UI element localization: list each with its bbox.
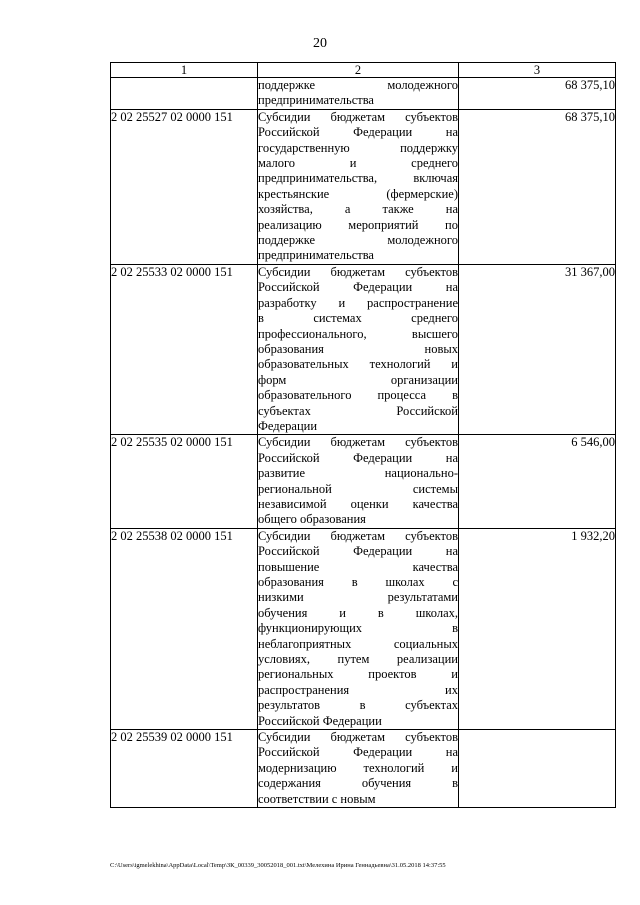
- description-line: хозяйства, а также на: [258, 202, 458, 217]
- description-line: государственную поддержку: [258, 140, 458, 155]
- description-line: образовательного процесса в: [258, 388, 458, 403]
- budget-code-cell: 2 02 25538 02 0000 151: [111, 528, 258, 729]
- description-line: независимой оценки качества: [258, 496, 458, 511]
- description-line: образования новых: [258, 341, 458, 356]
- description-line: неблагоприятных социальных: [258, 636, 458, 651]
- description-line: Российской Федерации на: [258, 450, 458, 465]
- table-row: [111, 435, 616, 528]
- budget-code-cell: 2 02 25539 02 0000 151: [111, 730, 258, 808]
- description-line: низкими результатами: [258, 590, 458, 605]
- description-line: субъектах Российской: [258, 403, 458, 418]
- amount-cell: 1 932,20: [459, 528, 616, 729]
- table-row: [111, 730, 616, 808]
- description-line: разработку и распространение: [258, 295, 458, 310]
- description-line: малого и среднего: [258, 156, 458, 171]
- amount-cell: 68 375,10: [459, 78, 616, 110]
- budget-code-cell: 2 02 25535 02 0000 151: [111, 435, 258, 528]
- page-number: 20: [313, 36, 327, 51]
- description-line: Российской Федерации на: [258, 745, 458, 760]
- description-line: распространения их: [258, 682, 458, 697]
- description-line: профессионального, высшего: [258, 326, 458, 341]
- description-line: предпринимательства, включая: [258, 171, 458, 186]
- description-line: региональных проектов и: [258, 667, 458, 682]
- budget-code-cell: 2 02 25527 02 0000 151: [111, 109, 258, 264]
- budget-table: [110, 62, 616, 808]
- description-line: региональной системы: [258, 481, 458, 496]
- description-cell: [258, 528, 459, 729]
- description-line: Федерации: [258, 418, 318, 433]
- description-line: образования в школах с: [258, 575, 458, 589]
- description-line: соответствии с новым: [258, 791, 376, 806]
- description-line: предпринимательства: [258, 248, 374, 263]
- description-line: поддержке молодежного: [258, 233, 458, 248]
- description-line: содержания обучения в: [258, 776, 458, 791]
- description-line: развитие национально-: [258, 466, 458, 481]
- table-row: [111, 109, 616, 264]
- budget-code-cell: [111, 78, 258, 110]
- column-header-2: 2: [258, 63, 459, 78]
- amount-cell: [459, 730, 616, 808]
- description-cell: [258, 730, 459, 808]
- description-line: повышение качества: [258, 559, 458, 574]
- column-header-3: 3: [459, 63, 616, 78]
- description-line: Российской Федерации на: [258, 544, 458, 559]
- description-line: образовательных технологий и: [258, 357, 458, 372]
- description-line: Субсидии бюджетам субъектов: [258, 435, 458, 450]
- description-line: функционирующих в: [258, 621, 458, 636]
- description-line: результатов в субъектах: [258, 698, 458, 713]
- description-line: Субсидии бюджетам субъектов: [258, 528, 458, 543]
- description-line: Субсидии бюджетам субъектов: [258, 264, 458, 279]
- description-line: предпринимательства: [258, 93, 374, 108]
- column-header-1: 1: [111, 63, 258, 78]
- table-row: [111, 264, 616, 434]
- description-line: форм организации: [258, 372, 458, 387]
- amount-cell: 6 546,00: [459, 435, 616, 528]
- description-line: Российской Федерации: [258, 713, 382, 728]
- footer-file-path: C:\Users\igmelekhina\AppData\Local\Temp\ЗК_00339_30052018_001.txt\Мелехина Ирина Геннадьевна\31.05.2018 14:37:55: [110, 862, 446, 869]
- description-line: поддержке молодежного: [258, 78, 458, 92]
- description-line: Российской Федерации на: [258, 125, 458, 140]
- description-cell: [258, 109, 459, 264]
- amount-cell: 68 375,10: [459, 109, 616, 264]
- table-row: [111, 528, 616, 729]
- description-line: крестьянские (фермерские): [258, 186, 458, 201]
- description-line: условиях, путем реализации: [258, 652, 458, 667]
- description-line: Российской Федерации на: [258, 280, 458, 295]
- description-line: обучения и в школах,: [258, 605, 458, 620]
- description-line: модернизацию технологий и: [258, 760, 458, 775]
- description-line: в системах среднего: [258, 311, 458, 326]
- table-row: [111, 78, 616, 110]
- description-line: реализацию мероприятий по: [258, 217, 458, 232]
- amount-cell: 31 367,00: [459, 264, 616, 434]
- description-line: Субсидии бюджетам субъектов: [258, 730, 458, 745]
- table-body: [111, 78, 616, 808]
- description-cell: [258, 78, 459, 110]
- description-cell: [258, 435, 459, 528]
- table-header-row: [111, 63, 616, 78]
- budget-code-cell: 2 02 25533 02 0000 151: [111, 264, 258, 434]
- description-line: Субсидии бюджетам субъектов: [258, 109, 458, 124]
- description-cell: [258, 264, 459, 434]
- description-line: общего образования: [258, 512, 366, 527]
